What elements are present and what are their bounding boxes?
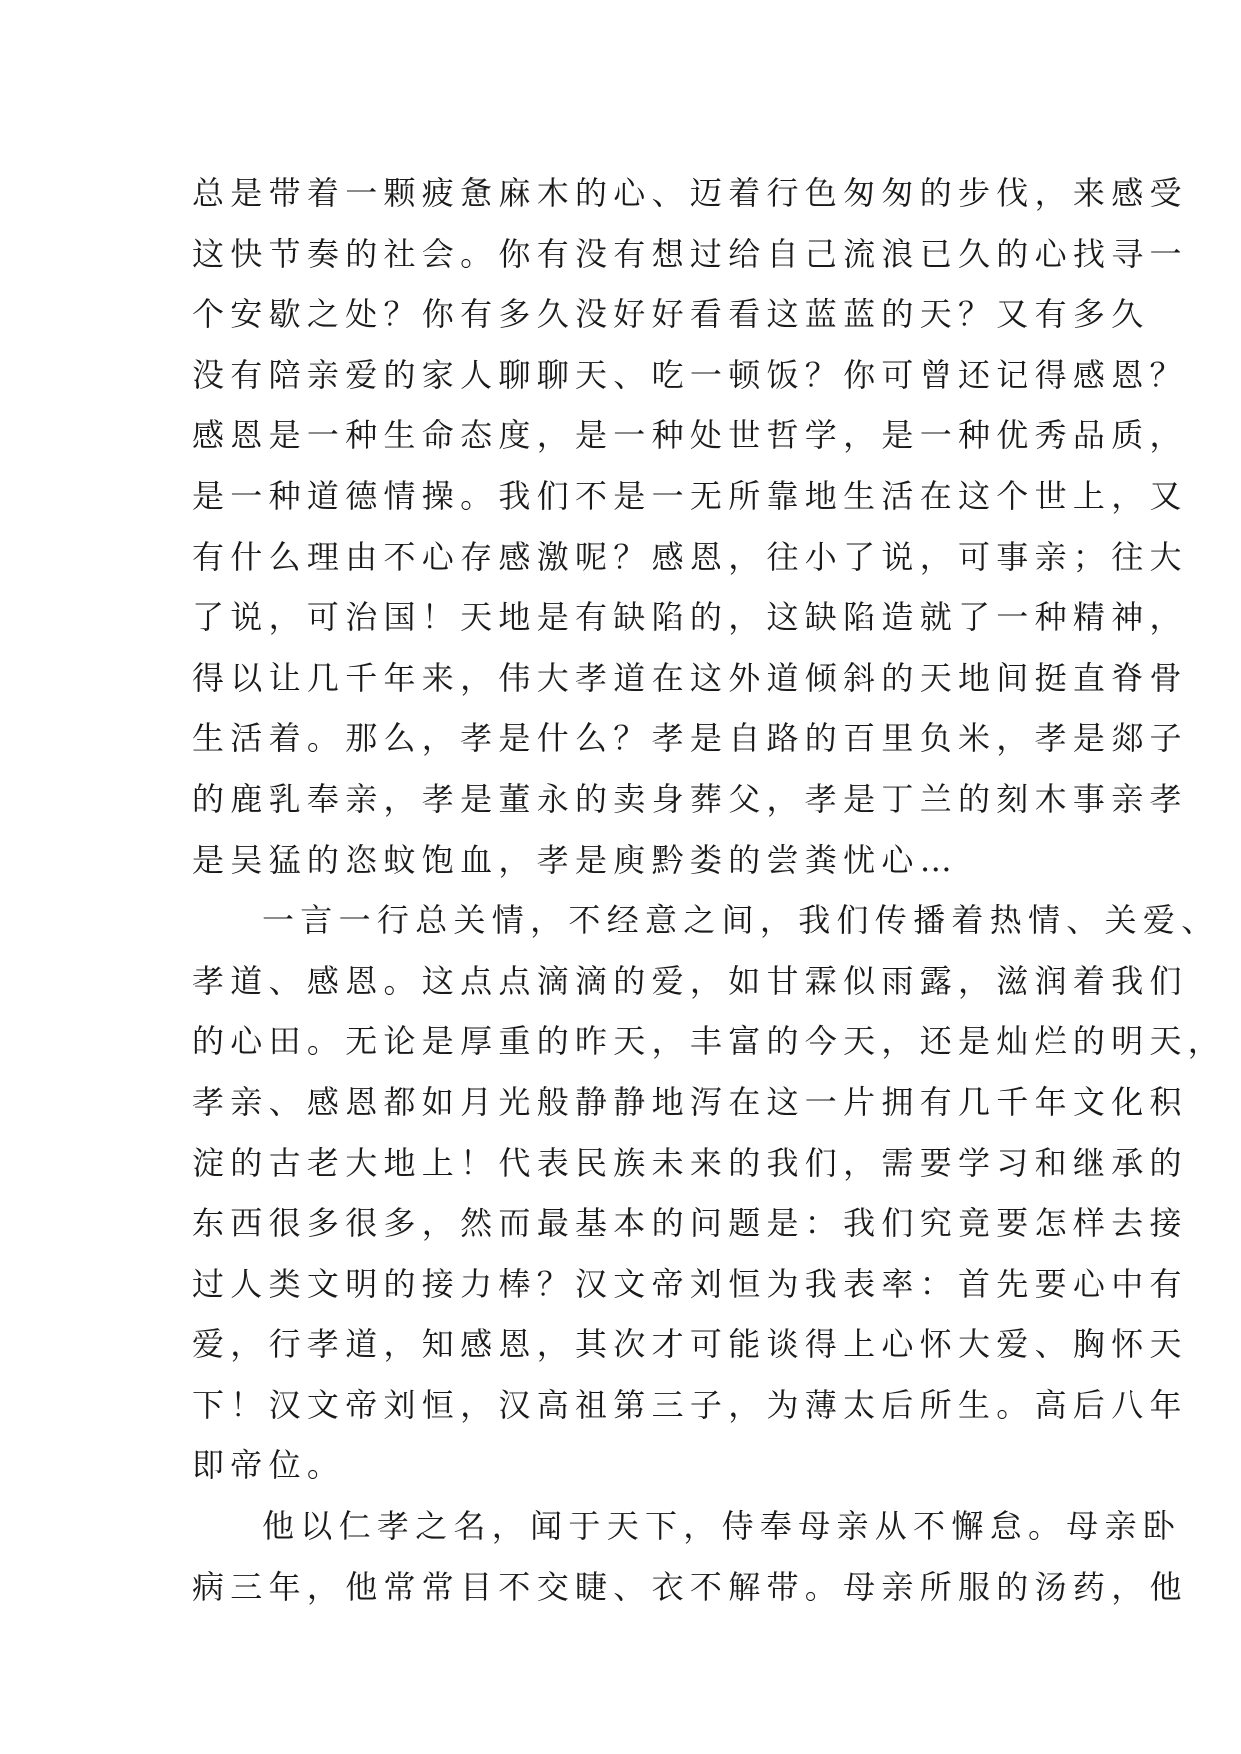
text-line: 没有陪亲爱的家人聊聊天、吃一顿饭？你可曾还记得感恩？: [192, 355, 1188, 394]
text-line: 这快节奏的社会。你有没有想过给自己流浪已久的心找寻一: [192, 234, 1188, 273]
text-line: 总是带着一颗疲惫麻木的心、迈着行色匆匆的步伐，来感受: [192, 174, 1188, 212]
text-line: 淀的古老大地上！代表民族未来的我们，需要学习和继承的: [192, 1143, 1188, 1182]
text-line: 过人类文明的接力棒？汉文帝刘恒为我表率：首先要心中有: [192, 1264, 1188, 1303]
text-line: 病三年，他常常目不交睫、衣不解带。母亲所服的汤药，他: [192, 1567, 1188, 1606]
text-line: 是一种道德情操。我们不是一无所靠地生活在这个世上，又: [192, 476, 1188, 515]
paragraph-first-line: 一言一行总关情，不经意之间，我们传播着热情、关爱、: [262, 901, 1220, 940]
text-line: 生活着。那么，孝是什么？孝是自路的百里负米，孝是郯子: [192, 719, 1188, 758]
paragraph-first-line: 他以仁孝之名，闻于天下，侍奉母亲从不懈怠。母亲卧: [262, 1507, 1182, 1546]
text-line: 的心田。无论是厚重的昨天，丰富的今天，还是灿烂的明天，: [192, 1022, 1227, 1061]
text-line: 即帝位。: [192, 1446, 346, 1485]
text-line: 是吴猛的恣蚊饱血，孝是庾黔娄的尝粪忧心…: [192, 840, 959, 879]
text-line: 孝道、感恩。这点点滴滴的爱，如甘霖似雨露，滋润着我们: [192, 961, 1188, 1000]
text-line: 个安歇之处？你有多久没好好看看这蓝蓝的天？又有多久: [192, 295, 1150, 334]
body-text: [192, 163, 1227, 1617]
text-line: 东西很多很多，然而最基本的问题是：我们究竟要怎样去接: [192, 1204, 1188, 1243]
text-line: 感恩是一种生命态度，是一种处世哲学，是一种优秀品质，: [192, 416, 1188, 455]
text-line: 的鹿乳奉亲，孝是董永的卖身葬父，孝是丁兰的刻木事亲孝: [192, 779, 1188, 818]
text-line: 得以让几千年来，伟大孝道在这外道倾斜的天地间挺直脊骨: [192, 658, 1188, 697]
text-line: 孝亲、感恩都如月光般静静地泻在这一片拥有几千年文化积: [192, 1082, 1188, 1121]
text-line: 爱，行孝道，知感恩，其次才可能谈得上心怀大爱、胸怀天: [192, 1325, 1188, 1364]
text-line: 了说，可治国！天地是有缺陷的，这缺陷造就了一种精神，: [192, 598, 1188, 637]
text-line: 下！汉文帝刘恒，汉高祖第三子，为薄太后所生。高后八年: [192, 1385, 1188, 1424]
text-line: 有什么理由不心存感激呢？感恩，往小了说，可事亲；往大: [192, 537, 1188, 576]
